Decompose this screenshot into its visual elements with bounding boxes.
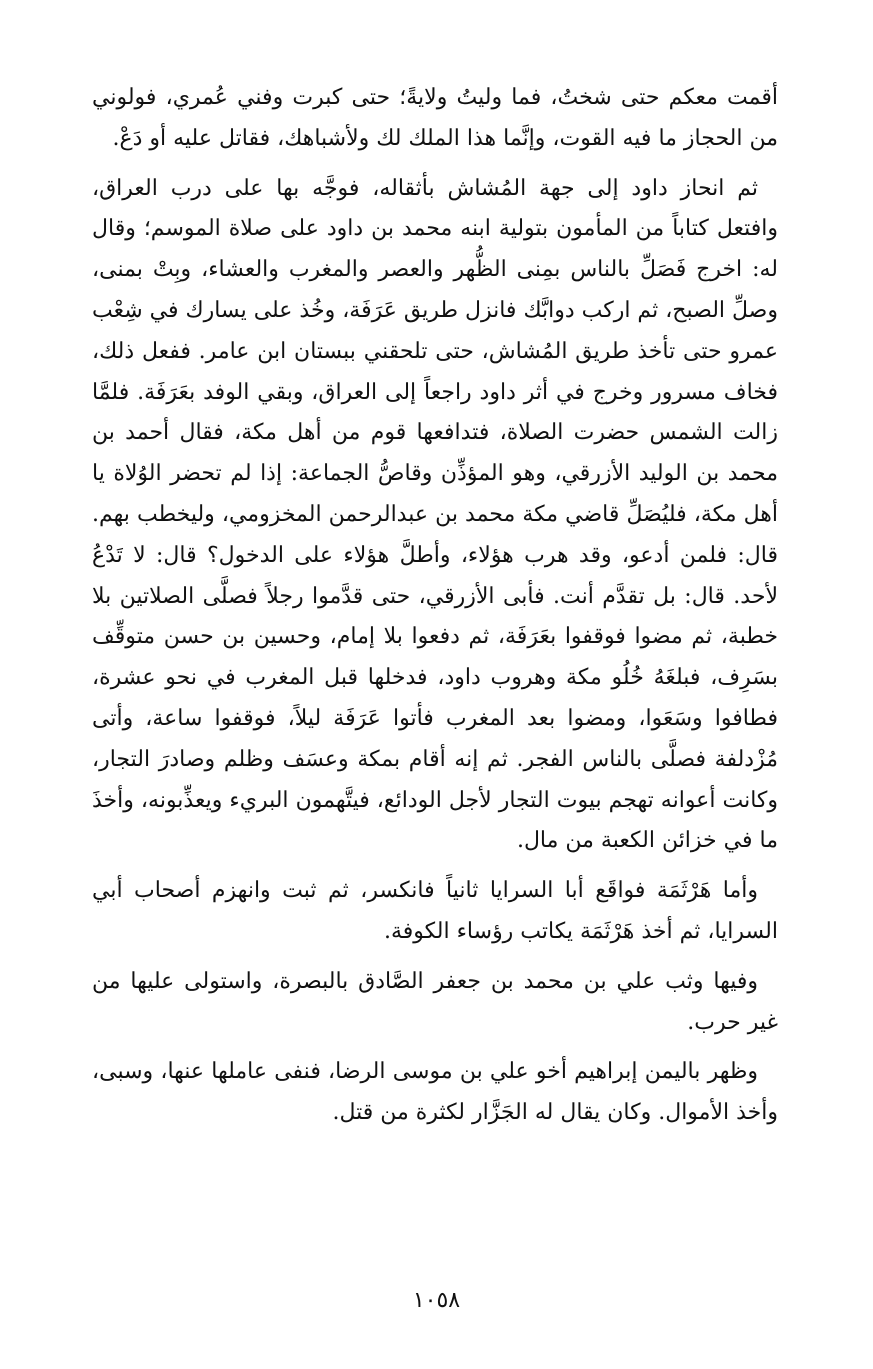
paragraph: وظهر باليمن إبراهيم أخو علي بن موسى الرضا، فنفى عاملها عنها، وسبى، وأخذ الأموال. وكان يقال له الجَزَّار لكثرة من قتل. (92, 1059, 778, 1126)
paragraph: ثم انحاز داود إلى جهة المُشاش بأثقاله، فوجَّه بها على درب العراق، وافتعل كتاباً من المأمون بتولية ابنه محمد بن داود على صلاة الموسم؛ وقال له: اخرج فَصَلِّ بالناس بمِنى الظُّهر والعصر والمغرب والعشاء، وبِتْ بمنى، وصلِّ الصبح، ثم اركب دوابَّك فانزل طريق عَرَفَة، وخُذ على يسارك في شِعْب عمرو حتى تأخذ طريق المُشاش، حتى تلحقني ببستان ابن عامر. ففعل ذلك، فخاف مسرور وخرج في أثر داود راجعاً إلى العراق، وبقي الوفد بعَرَفَة. فلمَّا زالت الشمس حضرت الصلاة، فتدافعها قوم من أهل مكة، فقال أحمد بن محمد بن الوليد الأزرقي، وهو المؤذِّن وقاصُّ الجماعة: إذا لم تحضر الوُلاة يا أهل مكة، فليُصَلِّ قاضي مكة محمد بن عبدالرحمن المخزومي، وليخطب بهم. قال: فلمن أدعو، وقد هرب هؤلاء، وأطلَّ هؤلاء على الدخول؟ قال: لا تَدْعُ لأحد. قال: بل تقدَّم أنت. فأبى الأزرقي، حتى قدَّموا رجلاً فصلَّى الصلاتين بلا خطبة، ثم مضوا فوقفوا بعَرَفَة، ثم دفعوا بلا إمام، وحسين بن حسن متوقِّف بسَرِف، فبلغَهُ خُلُو مكة وهروب داود، فدخلها قبل المغرب في نحو عشرة، فطافوا وسَعَوا، ومضوا بعد المغرب فأتوا عَرَفَة ليلاً، فوقفوا ساعة، وأتى مُزْدلفة فصلَّى بالناس الفجر. ثم إنه أقام بمكة وعسَف وظلم وصادرَ التجار، وكانت أعوانه تهجم بيوت التجار لأجل الودائع، فيتَّهمون البريء ويعذِّبونه، وأخذَ ما في خزائن الكعبة من مال. (92, 175, 778, 854)
paragraph: أقمت معكم حتى شختُ، فما وليتُ ولايةً؛ حتى كبرت وفني عُمري، فولوني من الحجاز ما فيه القوت، وإنَّما هذا الملك لك ولأشباهك، فقاتل عليه أو دَعْ. (92, 85, 778, 151)
paragraph: وأما هَرْثَمَة فواقَع أبا السرايا ثانياً فانكسر، ثم ثبت وانهزم أصحاب أبي السرايا، ثم أخذ هَرْثَمَة يكاتب رؤساء الكوفة. (92, 878, 778, 944)
body-text (92, 78, 778, 1143)
page-number: ١٠٥٨ (412, 1288, 461, 1313)
paragraph: وفيها وثب علي بن محمد بن جعفر الصَّادق بالبصرة، واستولى عليها من غير حرب. (92, 968, 778, 1035)
